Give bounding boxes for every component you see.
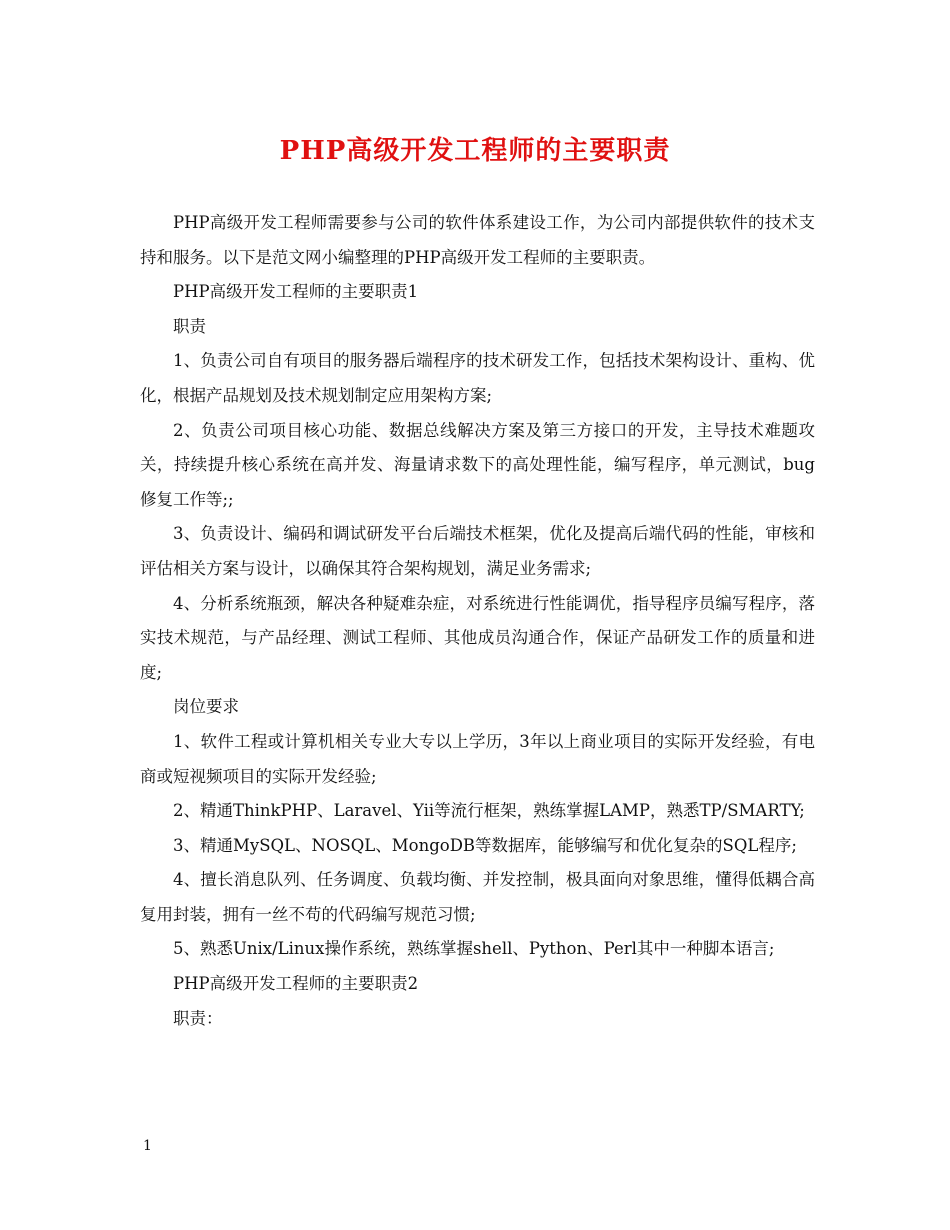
subheading-requirements: 岗位要求 [173,697,239,717]
list-item: 1、负责公司自有项目的服务器后端程序的技术研发工作，包括技术架构设计、重构、优化，根据产品规划及技术规划制定应用架构方案; [140,351,815,405]
subheading-duties: 职责： [173,1008,223,1028]
list-item: 2、精通ThinkPHP、Laravel、Yii等流行框架，熟练掌握LAMP，熟悉TP/SMARTY; [173,801,805,821]
page-number: 1 [143,1138,152,1154]
section-heading: PHP高级开发工程师的主要职责2 [173,974,419,994]
document-title: PHP高级开发工程师的主要职责 [279,136,671,166]
paragraph: PHP高级开发工程师需要参与公司的软件体系建设工作，为公司内部提供软件的技术支持和服务。以下是范文网小编整理的PHP高级开发工程师的主要职责。 [140,213,815,267]
section-heading: PHP高级开发工程师的主要职责1 [173,282,419,302]
list-item: 4、擅长消息队列、任务调度、负载均衡、并发控制，极具面向对象思维，懂得低耦合高复用封装，拥有一丝不苟的代码编写规范习惯; [140,870,815,924]
document-body [140,206,815,1036]
list-item: 3、精通MySQL、NOSQL、MongoDB等数据库，能够编写和优化复杂的SQL程序; [173,835,797,855]
list-item: 1、软件工程或计算机相关专业大专以上学历，3年以上商业项目的实际开发经验，有电商或短视频项目的实际开发经验; [140,731,815,786]
subheading-duties: 职责 [173,316,206,336]
list-item: 2、负责公司项目核心功能、数据总线解决方案及第三方接口的开发，主导技术难题攻关，持续提升核心系统在高并发、海量请求数下的高处理性能，编写程序，单元测试，bug修复工作等;; [140,420,815,509]
list-item: 3、负责设计、编码和调试研发平台后端技术框架，优化及提高后端代码的性能，审核和评估相关方案与设计，以确保其符合架构规划，满足业务需求; [140,524,815,578]
list-item: 4、分析系统瓶颈，解决各种疑难杂症，对系统进行性能调优，指导程序员编写程序，落实技术规范，与产品经理、测试工程师、其他成员沟通合作，保证产品研发工作的质量和进度; [140,593,815,682]
list-item: 5、熟悉Unix/Linux操作系统，熟练掌握shell、Python、Perl其中一种脚本语言; [173,939,775,959]
